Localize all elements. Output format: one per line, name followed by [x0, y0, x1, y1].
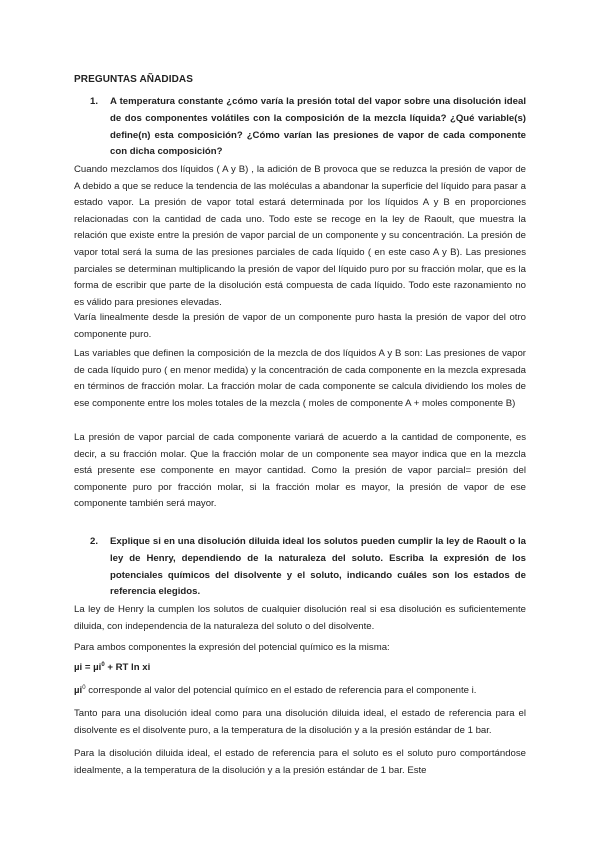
answer-paragraph-6: Para ambos componentes la expresión del potencial químico es la misma:	[74, 642, 390, 653]
formula-rhs: + RT ln xi	[104, 662, 151, 674]
question-1-number: 1.	[90, 96, 99, 107]
answer-paragraph-4: La presión de vapor parcial de cada componente variará de acuerdo a la cantidad de componente, es decir, a su fracción molar. Que la fracción molar de un componente sea mayor indica que en la mezcla está presente ese componente en mayor cantidad. Como la presión de vapor parcial= presión del componente puro por fracción molar, si la fracción molar es mayor, la presión de vapor de ese componente también será mayor.	[74, 432, 526, 510]
question-2	[74, 534, 526, 601]
question-2-text: Explique si en una disolución diluida ideal los solutos pueden cumplir la ley de Raoult o la ley de Henry, dependiendo de la naturaleza del soluto. Escriba la expresión de los potenciales químicos del disolvente y el soluto, indicando cuáles son los estados de referencia elegidos.	[110, 536, 526, 598]
answer-paragraph-8: Para la disolución diluida ideal, el estado de referencia para el soluto es el soluto puro comportándose idealmente, a la temperatura de la disolución y a la presión estándar de 1 bar. Este	[74, 748, 526, 776]
answer-paragraph-3: Las variables que definen la composición de la mezcla de dos líquidos A y B son: Las presiones de vapor de cada líquido puro ( en menor medida) y la concentración de cada componente en la mezcla expresada en términos de fracción molar. La fracción molar de cada componente se calcula dividiendo los moles de ese componente entre los moles totales de la mezcla ( moles de componente A + moles componente B)	[74, 348, 526, 409]
section-title: PREGUNTAS AÑADIDAS	[74, 74, 194, 85]
formula-superscript: 0	[101, 662, 105, 668]
answer-paragraph-7: Tanto para una disolución ideal como para una disolución diluida ideal, el estado de referencia para el disolvente es el disolvente puro, a la temperatura de la disolución y a la presión estándar de 1 bar.	[74, 708, 526, 736]
reference-state-definition	[74, 685, 476, 696]
mu-superscript: 0	[82, 685, 86, 691]
mu-definition-text: corresponde al valor del potencial químico en el estado de referencia para el componente i.	[85, 685, 477, 697]
question-2-number: 2.	[90, 536, 99, 547]
formula-lhs: µi = µi	[74, 662, 102, 674]
answer-paragraph-5: La ley de Henry la cumplen los solutos de cualquier disolución real si esa disolución es suficientemente diluida, con independencia de la naturaleza del soluto o del disolvente.	[74, 604, 526, 632]
mu-symbol: µi	[74, 685, 83, 697]
chemical-potential-formula	[74, 662, 150, 673]
question-1	[74, 94, 526, 161]
answer-paragraph-2: Varía linealmente desde la presión de vapor de un componente puro hasta la presión de vapor del otro componente puro.	[74, 312, 526, 340]
answer-paragraph-1: Cuando mezclamos dos líquidos ( A y B) , la adición de B provoca que se reduzca la presión de vapor de A debido a que se reduce la tendencia de las moléculas a abandonar la superficie del líquido para pasar a estado vapor. La presión de vapor total estará determinada por los líquidos A y B en proporciones relacionadas con la cantidad de cada uno. Todo este se recoge en la ley de Raoult, que muestra la relación que existe entre la presión de vapor parcial de un componente y su concentración. La presión de vapor total será la suma de las presiones parciales de cada líquido ( en este caso A y B). Las presiones parciales se determinan multiplicando la presión de vapor del líquido puro por su fracción molar, que es la forma de escribir que parte de la disolución está compuesta de cada líquido. Todo este razonamiento no es válido para presiones elevadas.	[74, 164, 526, 308]
question-1-text: A temperatura constante ¿cómo varía la presión total del vapor sobre una disolución ideal de dos componentes volátiles con la composición de la mezcla líquida? ¿Qué variable(s) define(n) esta composición? ¿Cómo varían las presiones de vapor de cada componente con dicha composición?	[110, 96, 526, 158]
